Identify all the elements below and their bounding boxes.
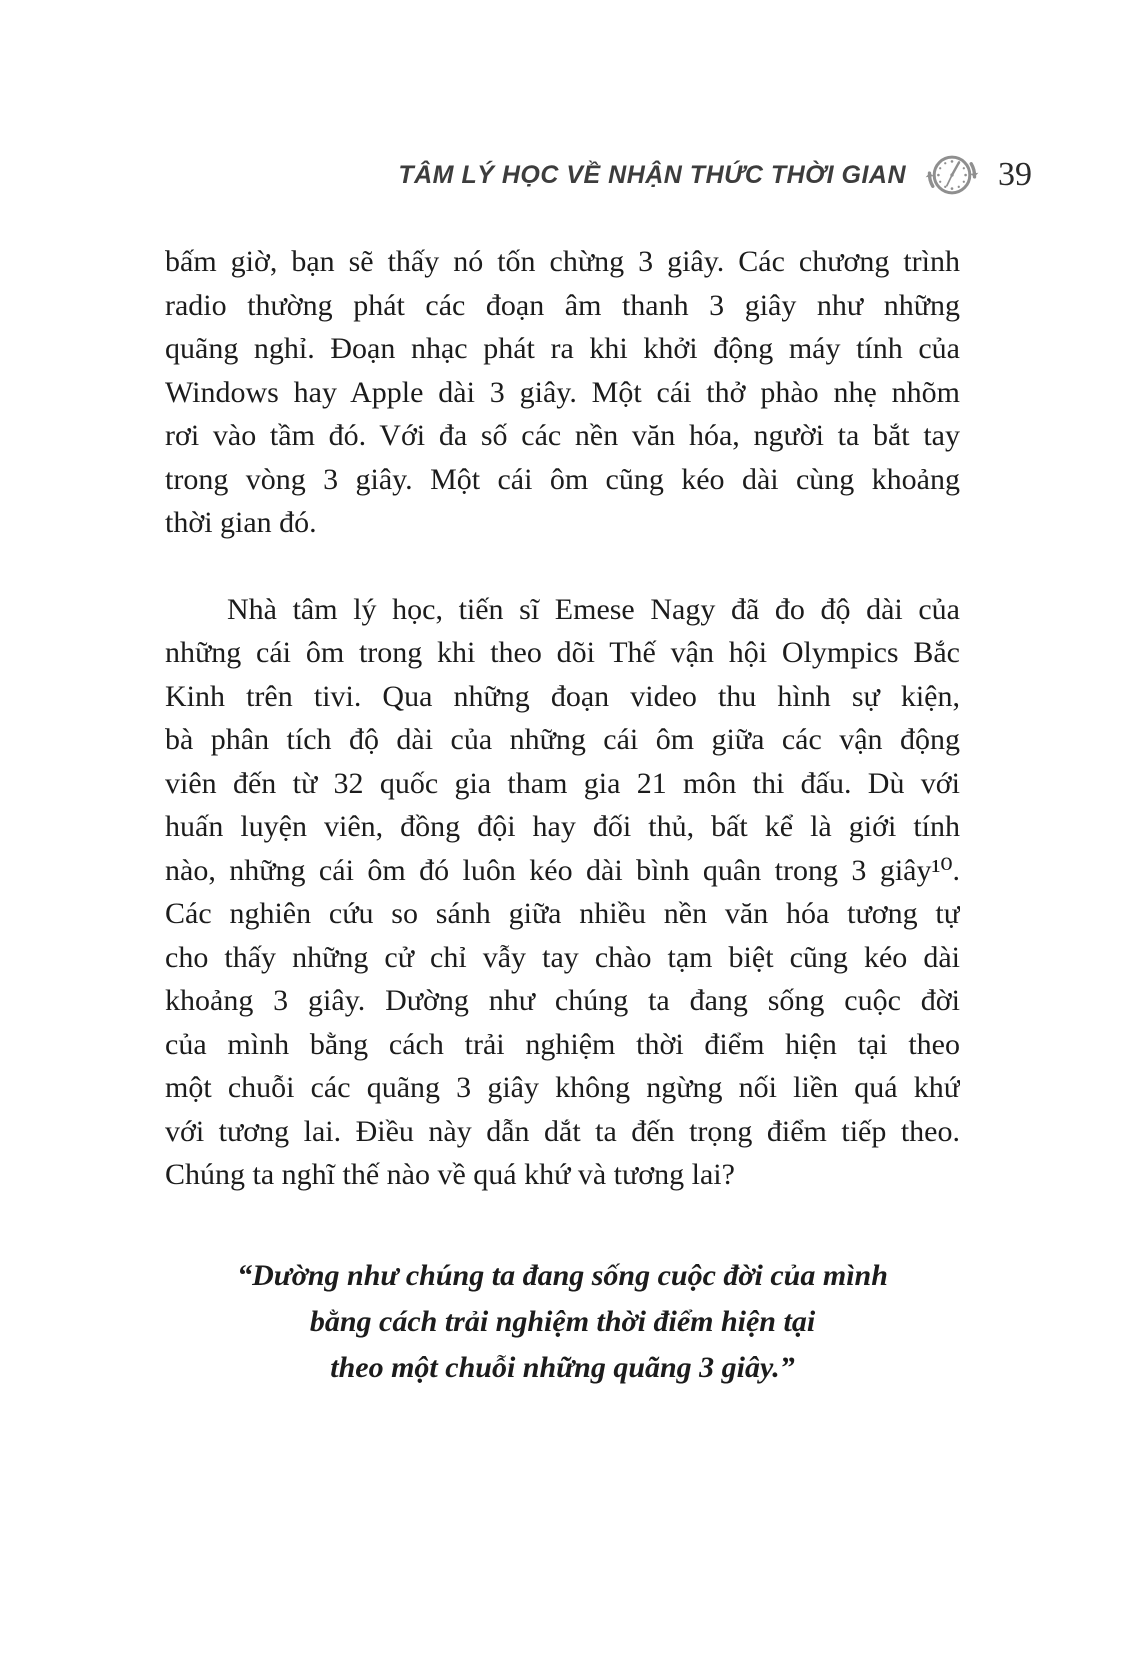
- text-line: bà phân tích độ dài của những cái ôm giữa các vận động: [165, 723, 960, 756]
- text-line: rơi vào tầm đó. Với đa số các nền văn hóa, người ta bắt tay: [165, 419, 960, 452]
- page-header: [398, 143, 1032, 207]
- quote-line: bằng cách trải nghiệm thời điểm hiện tại: [309, 1305, 816, 1338]
- text-line: khoảng 3 giây. Dường như chúng ta đang sống cuộc đời: [165, 984, 960, 1017]
- text-line: trong vòng 3 giây. Một cái ôm cũng kéo dài cùng khoảng: [165, 462, 960, 496]
- paragraph-1: [165, 240, 960, 545]
- clock-icon: [922, 145, 982, 205]
- pull-quote: [165, 1253, 960, 1391]
- text-line: huấn luyện viên, đồng đội hay đối thủ, bất kể là giới tính: [165, 810, 960, 843]
- text-line: Windows hay Apple dài 3 giây. Một cái thở phào nhẹ nhõm: [165, 375, 960, 409]
- quote-line: theo một chuỗi những quãng 3 giây.”: [330, 1351, 795, 1384]
- text-line: Các nghiên cứu so sánh giữa nhiều nền văn hóa tương tự: [165, 897, 960, 930]
- text-line: với tương lai. Điều này dẫn dắt ta đến trọng điểm tiếp theo.: [165, 1114, 960, 1148]
- page-number: 39: [998, 156, 1032, 193]
- body-text-column: [165, 240, 960, 1197]
- text-line: quãng nghỉ. Đoạn nhạc phát ra khi khởi động máy tính của: [165, 332, 960, 365]
- running-head-title: TÂM LÝ HỌC VỀ NHẬN THỨC THỜI GIAN: [398, 160, 906, 189]
- text-line: của mình bằng cách trải nghiệm thời điểm hiện tại theo: [165, 1027, 960, 1061]
- text-line: Kinh trên tivi. Qua những đoạn video thu hình sự kiện,: [165, 679, 960, 713]
- text-line: những cái ôm trong khi theo dõi Thế vận hội Olympics Bắc: [165, 636, 960, 669]
- text-line: Chúng ta nghĩ thế nào về quá khứ và tương lai?: [165, 1158, 735, 1191]
- text-line: radio thường phát các đoạn âm thanh 3 giây như những: [165, 288, 960, 322]
- text-line: Nhà tâm lý học, tiến sĩ Emese Nagy đã đo độ dài của: [227, 592, 960, 626]
- text-line: nào, những cái ôm đó luôn kéo dài bình quân trong 3 giây¹⁰.: [165, 853, 960, 887]
- paragraph-2: [165, 588, 960, 1197]
- text-line: viên đến từ 32 quốc gia tham gia 21 môn thi đấu. Dù với: [165, 766, 960, 800]
- quote-line: “Dường như chúng ta đang sống cuộc đời của mình: [237, 1259, 888, 1292]
- text-line: thời gian đó.: [165, 506, 317, 539]
- text-line: bấm giờ, bạn sẽ thấy nó tốn chừng 3 giây. Các chương trình: [165, 245, 960, 278]
- text-line: một chuỗi các quãng 3 giây không ngừng nối liền quá khứ: [165, 1071, 960, 1104]
- text-line: cho thấy những cử chỉ vẫy tay chào tạm biệt cũng kéo dài: [165, 940, 960, 974]
